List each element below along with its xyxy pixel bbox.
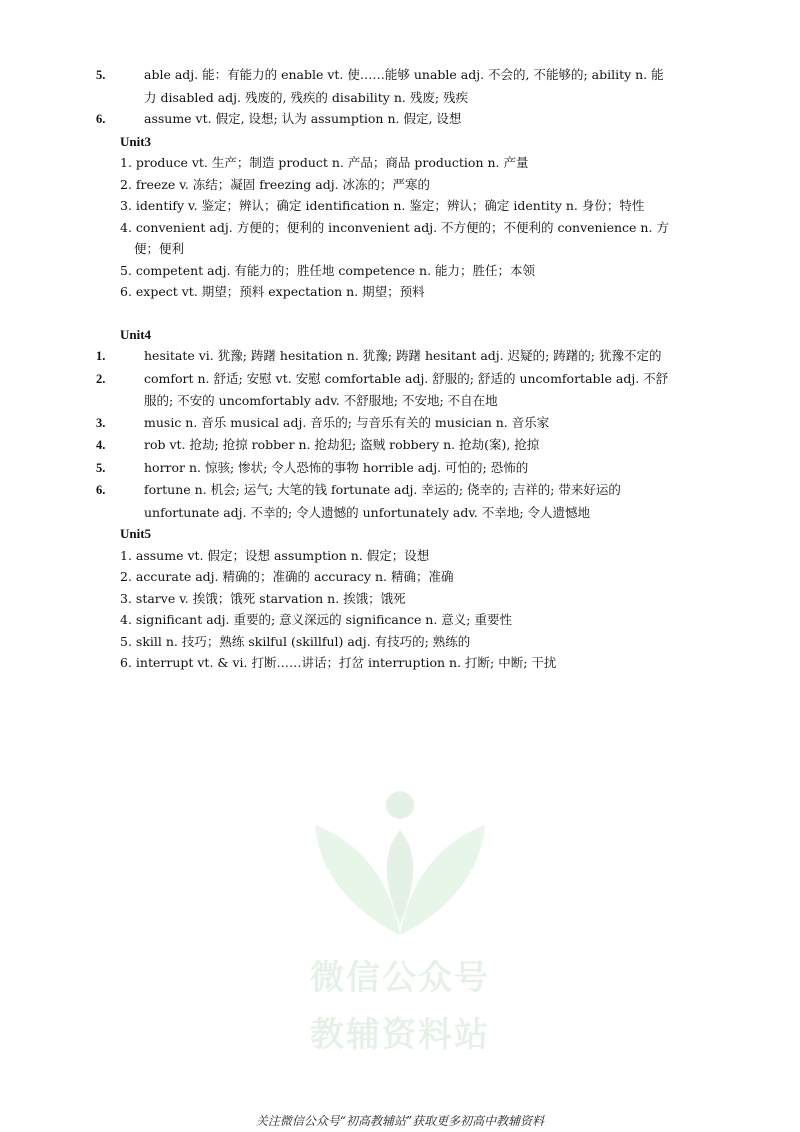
watermark [300, 785, 500, 1055]
unit4-item: 4. rob vt. 抢劫; 抢掠 robber n. 抢劫犯; 盗贼 robbery n. 抢劫(案), 抢掠 [96, 437, 540, 452]
unit4-item: 3. music n. 音乐 musical adj. 音乐的; 与音乐有关的 musician n. 音乐家 [96, 414, 550, 430]
unit3-item: 6. expect vt. 期望；预料 expectation n. 期望；预料 [120, 284, 425, 299]
unit4-item: 2. comfort n. 舒适; 安慰 vt. 安慰 comfortable adj. 舒服的; 舒适的 uncomfortable adj. 不舒服的; 不安的 uncomfortably adv. 不舒服地; 不安地; 不自在地 [96, 370, 669, 408]
unit3-item: 4. convenient adj. 方便的；便利的 inconvenient adj. 不方便的；不便利的 convenience n. 方便；便利 [120, 219, 669, 256]
unit3-heading: Unit3 [120, 133, 152, 149]
unit5-item: 5. skill n. 技巧；熟练 skilful (skillful) adj. 有技巧的; 熟练的 [120, 633, 471, 649]
unit3-item: 2. freeze v. 冻结；凝固 freezing adj. 冰冻的；严寒的 [120, 176, 431, 192]
vocabulary-list [96, 64, 675, 674]
unit5-item: 1. assume vt. 假定；设想 assumption n. 假定；设想 [120, 547, 430, 563]
footer-note: 关注微信公众号“初高教辅站”获取更多初高中教辅资料 [255, 1114, 545, 1128]
unit2-item-6: 6. assume vt. 假定, 设想; 认为 assumption n. 假定, 设想 [96, 111, 462, 126]
unit4-item: 1. hesitate vi. 犹豫; 踌躇 hesitation n. 犹豫; 踌躇 hesitant adj. 迟疑的; 踌躇的; 犹豫不定的 [96, 348, 662, 363]
unit5-item: 6. interrupt vt. & vi. 打断……讲话；打岔 interruption n. 打断; 中断; 干扰 [120, 655, 557, 670]
unit5-item: 2. accurate adj. 精确的；准确的 accuracy n. 精确；准确 [120, 569, 454, 584]
unit3-item: 5. competent adj. 有能力的；胜任地 competence n. 能力；胜任；本领 [120, 262, 536, 278]
sprout-logo-icon [300, 785, 500, 945]
watermark-text-line2: 教辅资料站 [310, 1015, 490, 1055]
unit4-item: 6. fortune n. 机会; 运气; 大笔的钱 fortunate adj. 幸运的; 侥幸的; 吉祥的; 带来好运的 unfortunate adj. 不幸的; 令人遗憾的 unfortunately adv. 不幸地; 令人遗憾地 [96, 482, 621, 520]
unit4-item: 5. horror n. 惊骇; 惨状; 令人恐怖的事物 horrible adj. 可怕的; 恐怖的 [96, 459, 529, 475]
watermark-text-line1: 微信公众号 [310, 958, 490, 998]
unit4-heading: Unit4 [120, 326, 152, 342]
unit3-item: 3. identify v. 鉴定；辨认；确定 identification n. 鉴定；辨认；确定 identity n. 身份；特性 [120, 198, 645, 213]
unit3-item: 1. produce vt. 生产；制造 product n. 产品；商品 production n. 产量 [120, 155, 529, 170]
unit5-item: 4. significant adj. 重要的; 意义深远的 significance n. 意义; 重要性 [120, 612, 512, 627]
unit5-heading: Unit5 [120, 526, 152, 541]
unit2-item-5: 5. able adj. 能：有能力的 enable vt. 使……能够 unable adj. 不会的, 不能够的; ability n. 能力 disabled adj. 残废的, 残疾的 disability n. 残废; 残疾 [96, 67, 664, 105]
unit5-item: 3. starve v. 挨饿；饿死 starvation n. 挨饿；饿死 [120, 590, 406, 606]
